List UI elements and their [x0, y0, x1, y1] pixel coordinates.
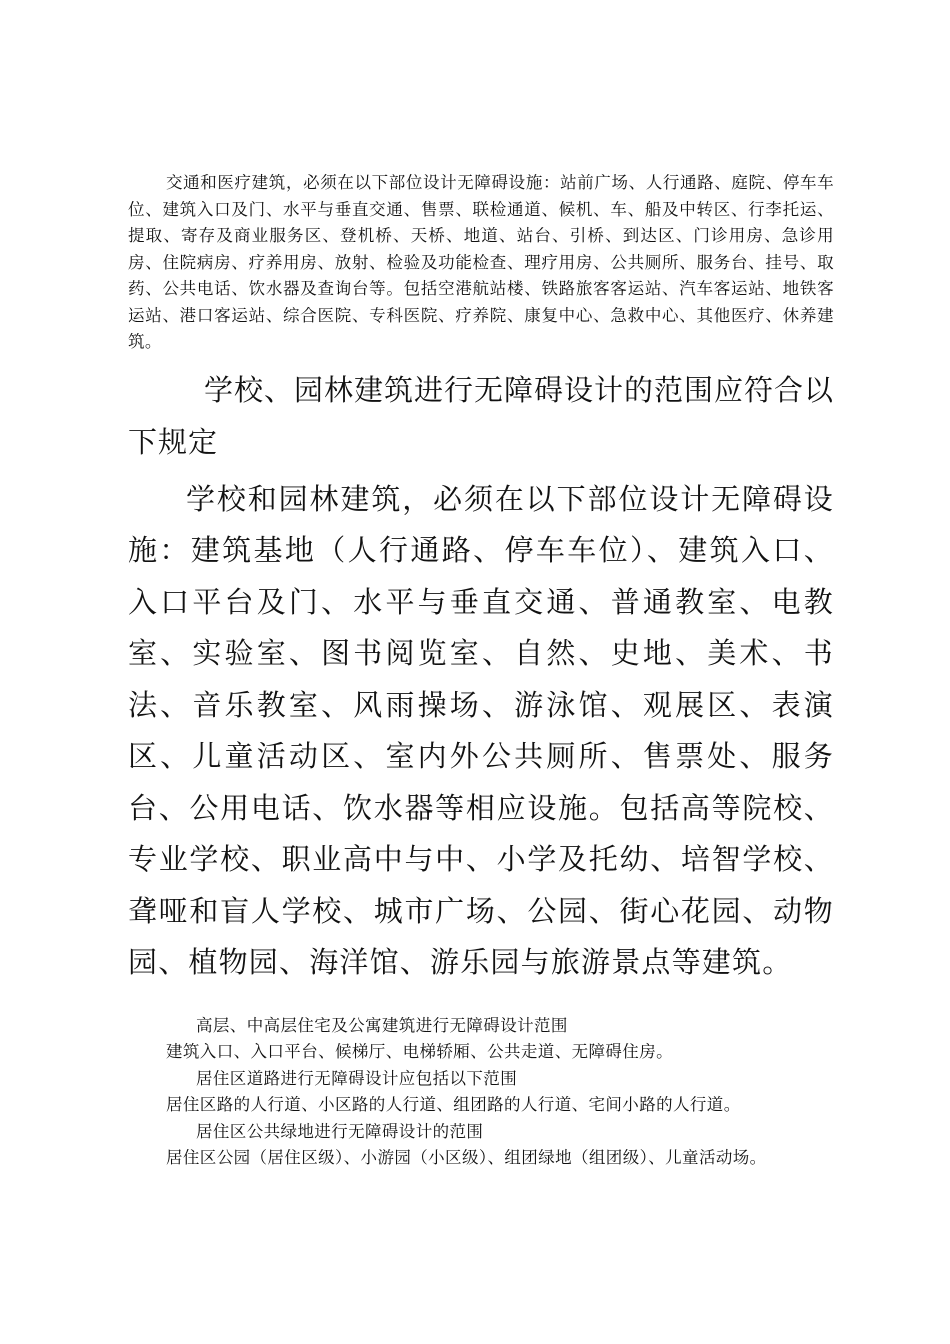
residential-section — [128, 1013, 834, 1172]
green-paragraph: 居住区公园（居住区级）、小游园（小区级）、组团绿地（组团级）、儿童活动场。 — [166, 1148, 767, 1167]
highrise-paragraph: 建筑入口、入口平台、候梯厅、电梯轿厢、公共走道、无障碍住房。 — [166, 1042, 673, 1061]
school-garden-heading: 学校、园林建筑进行无障碍设计的范围应符合以下规定 — [128, 372, 835, 459]
green-heading: 居住区公共绿地进行无障碍设计的范围 — [196, 1121, 484, 1141]
highrise-heading: 高层、中高层住宅及公寓建筑进行无障碍设计范围 — [196, 1015, 568, 1035]
road-heading: 居住区道路进行无障碍设计应包括以下范围 — [196, 1068, 518, 1088]
road-paragraph: 居住区路的人行道、小区路的人行道、组团路的人行道、宅间小路的人行道。 — [166, 1095, 741, 1114]
school-garden-paragraph: 学校和园林建筑，必须在以下部位设计无障碍设施：建筑基地（人行通路、停车车位）、建筑入口、入口平台及门、水平与垂直交通、普通教室、电教室、实验室、图书阅览室、自然、史地、美术、书法、音乐教室、风雨操场、游泳馆、观展区、表演区、儿童活动区、室内外公共厕所、售票处、服务台、公用电话、饮水器等相应设施。包括高等院校、专业学校、职业高中与中、小学及托幼、培智学校、聋哑和盲人学校、城市广场、公园、街心花园、动物园、植物园、海洋馆、游乐园与旅游景点等建筑。 — [128, 481, 834, 979]
transport-medical-paragraph: 交通和医疗建筑，必须在以下部位设计无障碍设施：站前广场、人行通路、庭院、停车车位、建筑入口及门、水平与垂直交通、售票、联检通道、候机、车、船及中转区、行李托运、提取、寄存及商业服务区、登机桥、天桥、地道、站台、引桥、到达区、门诊用房、急诊用房、住院病房、疗养用房、放射、检验及功能检查、理疗用房、公共厕所、服务台、挂号、取药、公共电话、饮水器及查询台等。包括空港航站楼、铁路旅客客运站、汽车客运站、地铁客运站、港口客运站、综合医院、专科医院、疗养院、康复中心、急救中心、其他医疗、休养建筑。 — [128, 173, 834, 351]
document-page — [128, 170, 834, 1172]
